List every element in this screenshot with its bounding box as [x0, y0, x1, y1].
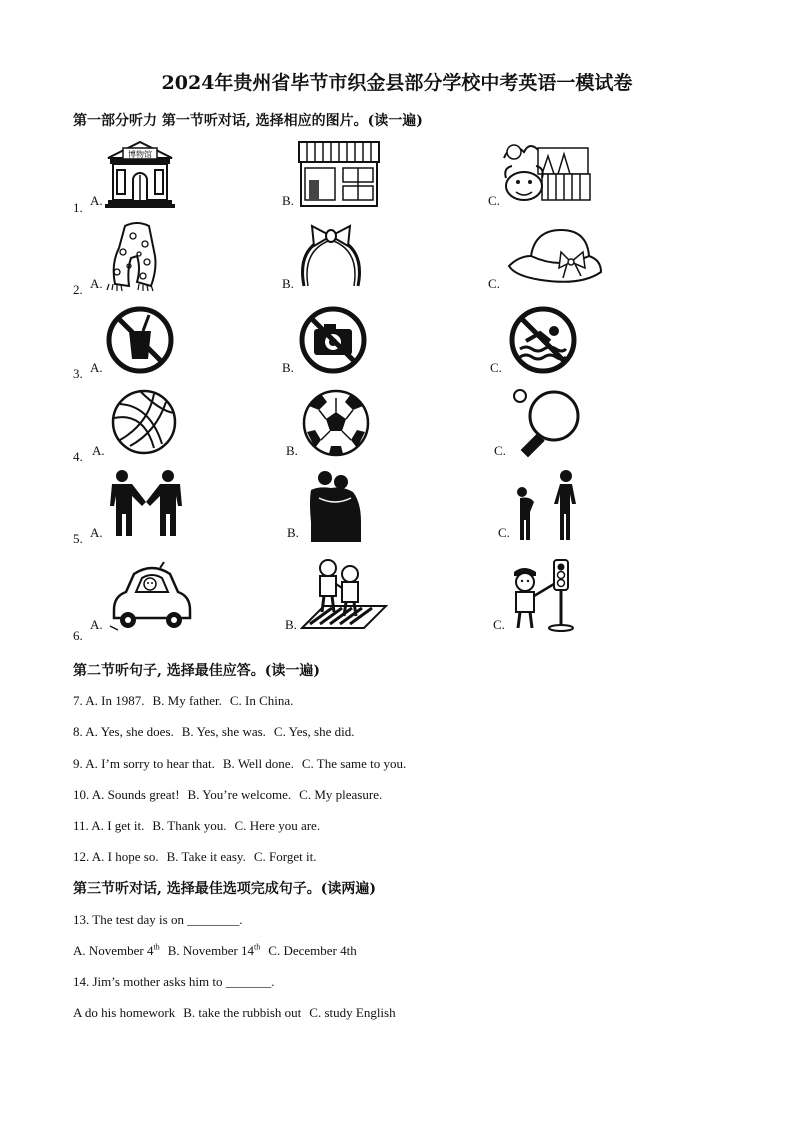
zoo-scene-icon [502, 138, 592, 208]
option-label-1c: C. [488, 193, 500, 208]
section-2-header: 第二节听句子, 选择最佳应答。(读一遍) [73, 663, 320, 679]
q13-b-superscript: th [254, 943, 261, 952]
option-label-2a: A. [90, 276, 103, 291]
question-14-options [73, 1005, 404, 1021]
option-label-3c: C. [490, 360, 502, 375]
q14-option-a: A do his homework [73, 1005, 176, 1020]
option-label-6a: A. [90, 617, 103, 632]
option-label-3a: A. [90, 360, 103, 375]
option-label-2b: B. [282, 276, 294, 291]
shop-building-icon [297, 140, 381, 208]
option-label-5c: C. [498, 525, 510, 540]
hug-icon [305, 468, 365, 542]
q7-option-c: C. In China. [229, 693, 294, 708]
q12-option-b: B. Take it easy. [166, 849, 246, 864]
bow-icon [512, 468, 582, 542]
q10-option-b: B. You’re welcome. [187, 787, 292, 802]
q13-option-b: B. November 14th [167, 943, 261, 959]
no-photos-icon [298, 305, 368, 375]
question-9 [73, 756, 414, 772]
museum-sign-text: 博物馆 [128, 150, 152, 159]
option-label-4a: A. [92, 443, 105, 458]
q13-option-a: A. November 4th [73, 943, 160, 959]
q9-option-c: C. The same to you. [301, 756, 407, 771]
q10-option-a: 10. A. Sounds great! [73, 787, 180, 802]
option-label-2c: C. [488, 276, 500, 291]
question-number-3: 3. [73, 366, 83, 381]
question-number-2: 2. [73, 282, 83, 297]
option-label-1a: A. [90, 193, 103, 208]
no-swimming-icon [508, 305, 578, 375]
page-title: 2024年贵州省毕节市织金县部分学校中考英语一模试卷 [161, 72, 633, 94]
question-14-stem: 14. Jim’s mother asks him to _______. [73, 974, 275, 989]
option-label-6c: C. [493, 617, 505, 632]
soccer-ball-icon [301, 388, 371, 458]
option-label-5b: B. [287, 525, 299, 540]
q7-option-b: B. My father. [152, 693, 222, 708]
section-1-header: 第一部分听力 第一节听对话, 选择相应的图片。(读一遍) [73, 113, 423, 129]
q13-a-superscript: th [153, 943, 160, 952]
q11-option-c: C. Here you are. [234, 818, 321, 833]
question-7 [73, 693, 301, 709]
q14-option-b: B. take the rubbish out [183, 1005, 302, 1020]
question-number-5: 5. [73, 531, 83, 546]
q8-option-a: 8. A. Yes, she does. [73, 724, 174, 739]
no-drinking-icon [105, 305, 175, 375]
q12-option-c: C. Forget it. [253, 849, 317, 864]
question-13-options [73, 943, 365, 959]
q12-option-a: 12. A. I hope so. [73, 849, 159, 864]
question-11 [73, 818, 328, 834]
option-label-6b: B. [285, 617, 297, 632]
q11-option-a: 11. A. I get it. [73, 818, 145, 833]
q7-option-a: 7. A. In 1987. [73, 693, 145, 708]
q13-option-c: C. December 4th [268, 943, 357, 959]
question-13-stem: 13. The test day is on ________. [73, 912, 243, 927]
q9-option-b: B. Well done. [222, 756, 294, 771]
car-driver-icon [108, 560, 192, 634]
handshake-icon [104, 468, 188, 542]
volleyball-icon [110, 388, 178, 456]
question-10 [73, 787, 390, 803]
option-label-4b: B. [286, 443, 298, 458]
hat-icon [505, 226, 605, 290]
option-label-5a: A. [90, 525, 103, 540]
option-label-4c: C. [494, 443, 506, 458]
ping-pong-paddle-icon [508, 386, 582, 460]
headband-icon [296, 222, 366, 292]
q8-option-c: C. Yes, she did. [273, 724, 355, 739]
question-number-4: 4. [73, 449, 83, 464]
q11-option-b: B. Thank you. [152, 818, 227, 833]
section-3-header: 第三节听对话, 选择最佳选项完成句子。(读两遍) [73, 881, 376, 897]
question-8 [73, 724, 362, 740]
option-label-3b: B. [282, 360, 294, 375]
q10-option-c: C. My pleasure. [299, 787, 383, 802]
option-label-1b: B. [282, 193, 294, 208]
scarf-icon [103, 222, 171, 292]
q14-option-c: C. study English [309, 1005, 396, 1020]
question-number-1: 1. [73, 200, 83, 215]
museum-icon [105, 140, 175, 210]
question-number-6: 6. [73, 628, 83, 643]
traffic-light-boy-icon [508, 558, 578, 632]
q8-option-b: B. Yes, she was. [181, 724, 266, 739]
question-12 [73, 849, 324, 865]
q9-option-a: 9. A. I’m sorry to hear that. [73, 756, 215, 771]
crosswalk-helping-icon [300, 558, 388, 632]
